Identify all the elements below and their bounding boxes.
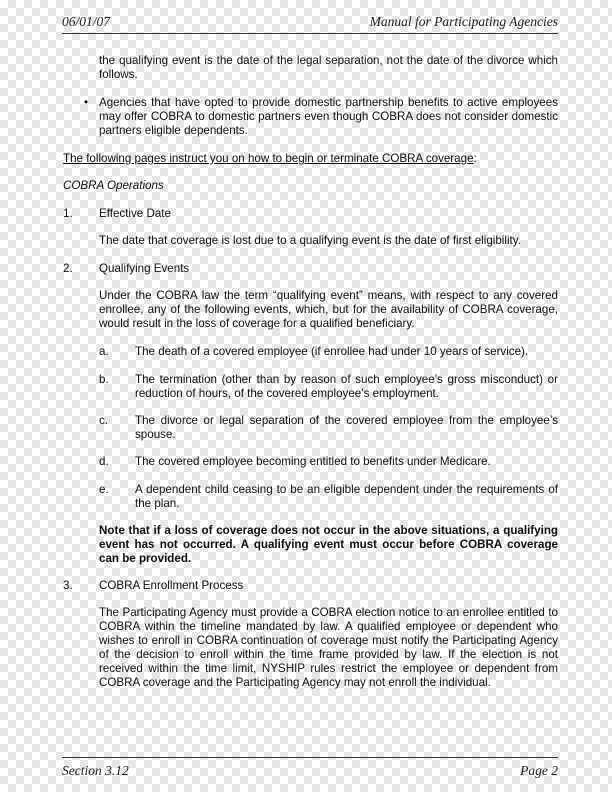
item-number: 1. [63, 207, 73, 220]
sub-item-letter: b. [99, 373, 109, 386]
sub-item-text: The covered employee becoming entitled to benefits under Medicare. [135, 455, 491, 468]
sub-item-letter: a. [99, 345, 109, 358]
sub-item-text: The death of a covered employee (if enrollee had under 10 years of service). [135, 345, 529, 358]
continuation-paragraph: the qualifying event is the date of the legal separation, not the date of the divorce which follows. [99, 54, 558, 81]
item-title: COBRA Enrollment Process [99, 579, 244, 592]
item-number: 3. [63, 579, 73, 592]
sub-item-letter: e. [99, 483, 109, 496]
sub-item-text: The divorce or legal separation of the covered employee from the employee’s spouse. [135, 414, 558, 441]
item-body: The Participating Agency must provide a COBRA election notice to an enrollee entitled to COBRA within the timeline mandated by law. A qualified employee or dependent who wishes to enroll in COBRA continuation of coverage must notify the Participating Agency of the decision to enroll within the time frame provided by law. If the election is not received within the time limit, NYSHIP rules restrict the employee or dependent from COBRA coverage and the Participating Agency may not enroll the individual. [99, 606, 558, 689]
instruction-text: The following pages instruct you on how to begin or terminate COBRA coverage [63, 152, 474, 165]
bullet-text: Agencies that have opted to provide domestic partnership benefits to active employees may offer COBRA to domestic partners even though COBRA does not consider domestic partners eligible dependents. [99, 96, 558, 137]
header-title: Manual for Participating Agencies [369, 14, 558, 29]
section-heading: COBRA Operations [63, 179, 164, 192]
header-date: 06/01/07 [62, 14, 111, 29]
item-body: The date that coverage is lost due to a qualifying event is the date of first eligibility. [99, 234, 521, 247]
bullet-icon: • [84, 96, 89, 109]
footer-page: Page 2 [520, 763, 558, 778]
note-paragraph: Note that if a loss of coverage does not occur in the above situations, a qualifying event has not occurred. A qualifying event must occur before COBRA coverage can be provided. [99, 524, 558, 565]
footer-section: Section 3.12 [62, 763, 129, 778]
sub-item-text: A dependent child ceasing to be an eligible dependent under the requirements of the plan. [135, 483, 558, 510]
footer-rule [62, 757, 558, 758]
item-title: Effective Date [99, 207, 171, 220]
sub-item-letter: c. [99, 414, 109, 427]
item-body: Under the COBRA law the term “qualifying event” means, with respect to any covered enrollee, any of the following events, which, but for the availability of COBRA coverage, would result in the loss of coverage for a qualified beneficiary. [99, 289, 558, 330]
instruction-line [63, 152, 558, 166]
sub-item-letter: d. [99, 455, 109, 468]
item-number: 2. [63, 262, 73, 275]
sub-item-text: The termination (other than by reason of such employee’s gross misconduct) or reduction of hours, of the covered employee’s employment. [135, 373, 558, 400]
item-title: Qualifying Events [99, 262, 190, 275]
header-rule [62, 33, 558, 34]
instruction-colon: : [473, 152, 477, 165]
